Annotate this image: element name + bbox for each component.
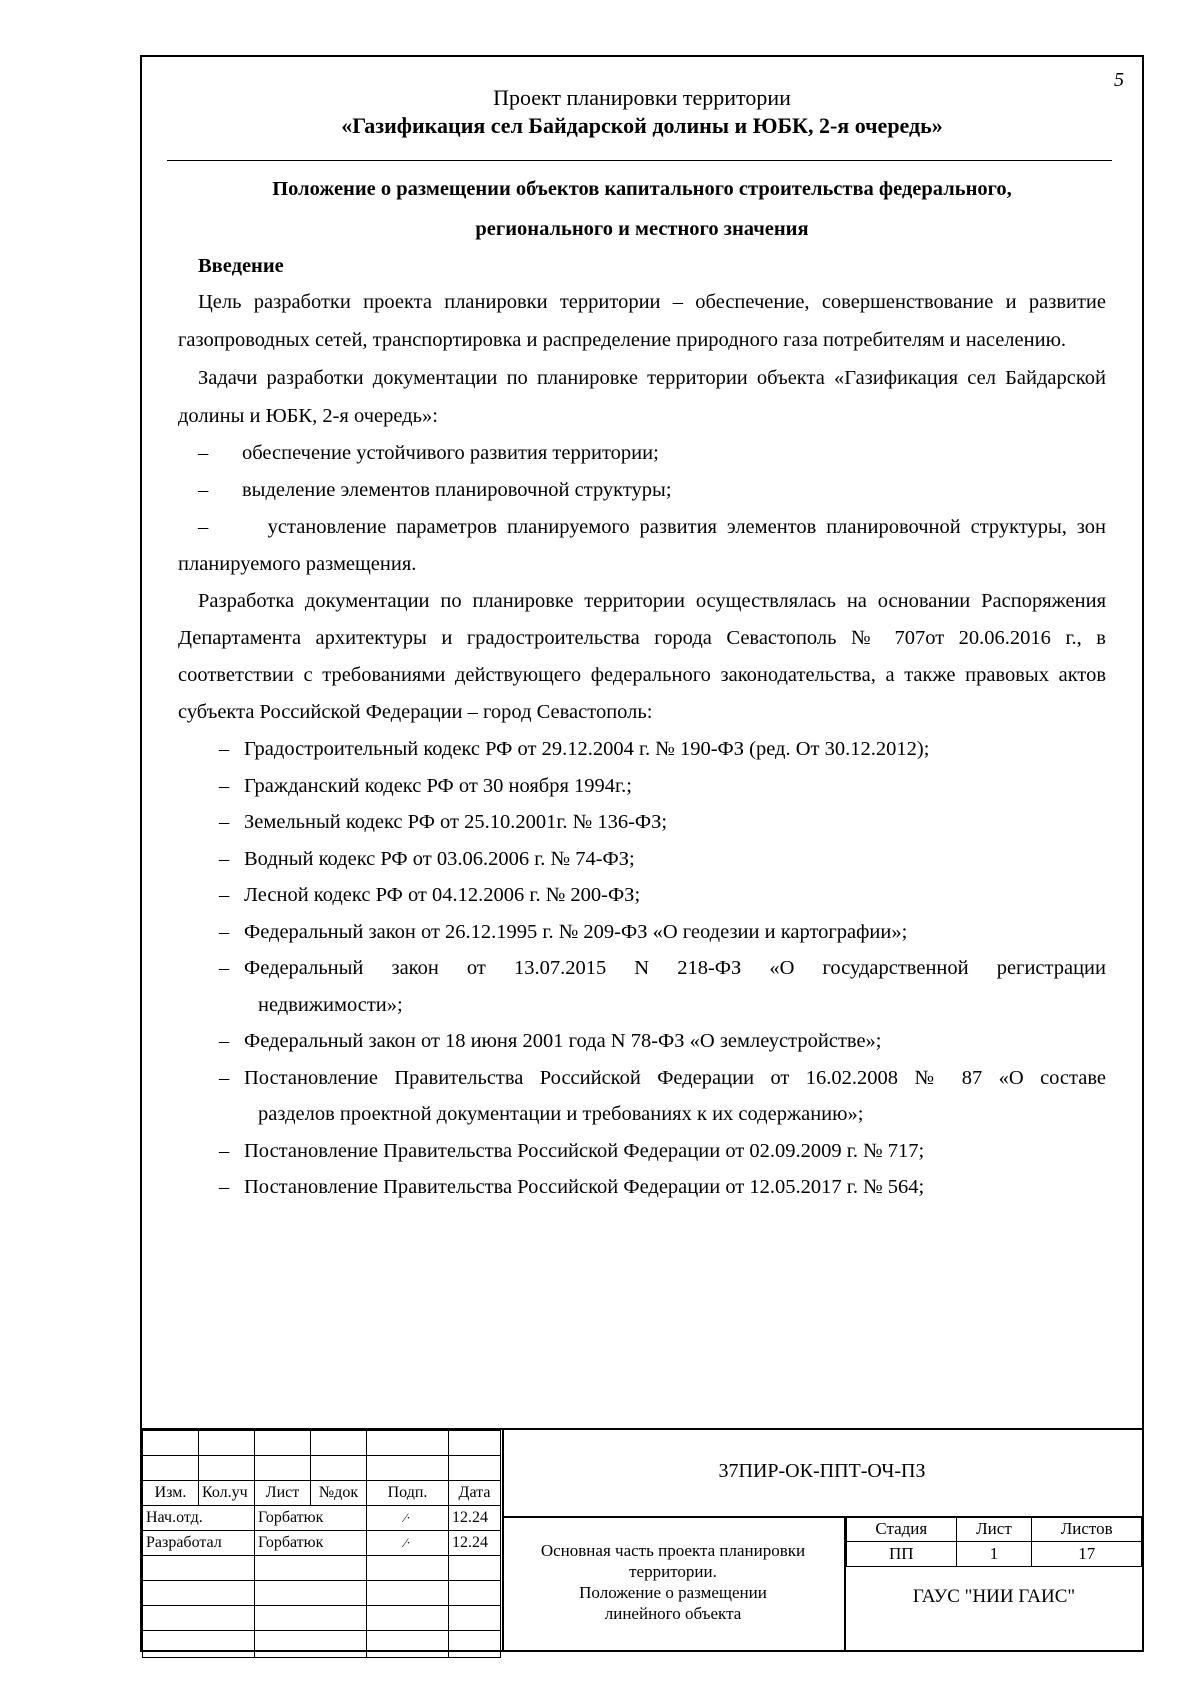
signature-row: Разработал Горбатюк ⁄· 12.24 [143,1531,501,1556]
laws-list [178,731,1106,1206]
page-frame [140,55,1144,1652]
signature-row: Нач.отд. Горбатюк ⁄· 12.24 [143,1506,501,1531]
law-item: – Водный кодекс РФ от 03.06.2006 г. № 74-ФЗ; [219,847,635,870]
law-item-continuation: недвижимости»; [258,993,403,1016]
revision-table [142,1430,501,1658]
law-item-continuation: разделов проектной документации и требованиях к их содержанию»; [258,1103,864,1125]
title-block [142,1428,1142,1650]
law-item: – Лесной кодекс РФ от 04.12.2006 г. № 200-ФЗ; [219,884,641,906]
paragraph-basis: Разработка документации по планировке территории осуществлялась на основании Распоряжения Департамента архитектуры и градостроительства города Севастополь № 707от 20.06.2016 г., в соответствии с требованиями действующего федерального законодательства, а также правовых актов субъекта Российской Федерации – город Севастополь: [178,590,1106,723]
law-item: – Гражданский кодекс РФ от 30 ноября 1994г.; [219,774,632,797]
law-item: – Градостроительный кодекс РФ от 29.12.2004 г. № 190-ФЗ (ред. От 30.12.2012); [219,738,930,760]
header-line-2: «Газификация сел Байдарской долины и ЮБК, 2-я очередь» [341,113,943,138]
section-title-1: Положение о размещении объектов капитального строительства федерального, [272,178,1012,200]
stage-value: ПП [847,1542,957,1567]
intro-heading: Введение [198,255,284,277]
law-item: – Федеральный закон от 26.12.1995 г. № 209-ФЗ «О геодезии и картографии»; [219,920,908,943]
law-item: – Постановление Правительства Российской Федерации от 12.05.2017 г. № 564; [219,1176,925,1198]
header-line-1: Проект планировки территории [493,85,791,110]
section-title-2: регионального и местного значения [475,218,809,240]
law-item: – Постановление Правительства Российской Федерации от 16.02.2008 № 87 «О составе [219,1066,1106,1089]
sheets-value: 17 [1032,1542,1142,1567]
paragraph-tasks: Задачи разработки документации по планировке территории объекта «Газификация сел Байдарской долины и ЮБК, 2-я очередь»: [178,367,1106,427]
document-code: 37ПИР-ОК-ППТ-ОЧ-ПЗ [718,1460,926,1482]
sheet-value: 1 [956,1542,1032,1567]
signature-mark: ⁄· [367,1506,449,1531]
stage-table: Стадия Лист Листов ПП 1 17 [846,1516,1142,1567]
task-item: – установление параметров планируемого развития элементов планировочной структуры, зон планируемого размещения. [178,516,1107,575]
law-item: – Федеральный закон от 18 июня 2001 года N 78-ФЗ «О землеустройстве»; [219,1030,882,1052]
document-description: Основная часть проекта планировки территории. Положение о размещении линейного объекта [540,1541,806,1623]
header-divider [167,160,1112,161]
document-body [178,169,1106,1206]
task-item: – обеспечение устойчивого развития территории; [198,442,659,464]
law-item: – Земельный кодекс РФ от 25.10.2001г. № 136-ФЗ; [219,811,668,833]
revision-header-row: Изм. Кол.уч Лист №док Подп. Дата [143,1481,501,1506]
page-number: 5 [1114,69,1124,91]
law-item: – Постановление Правительства Российской Федерации от 02.09.2009 г. № 717; [219,1139,925,1162]
law-item: – Федеральный закон от 13.07.2015 N 218-ФЗ «О государственной регистрации [219,957,1106,979]
signature-mark: ⁄· [367,1531,449,1556]
paragraph-goal: Цель разработки проекта планировки территории – обеспечение, совершенствование и развитие газопроводных сетей, транспортировка и распределение природного газа потребителям и населению. [178,291,1106,351]
organization-name: ГАУС "НИИ ГАИС" [912,1586,1076,1607]
task-item: – выделение элементов планировочной структуры; [198,479,672,501]
stage-block [844,1516,1142,1650]
